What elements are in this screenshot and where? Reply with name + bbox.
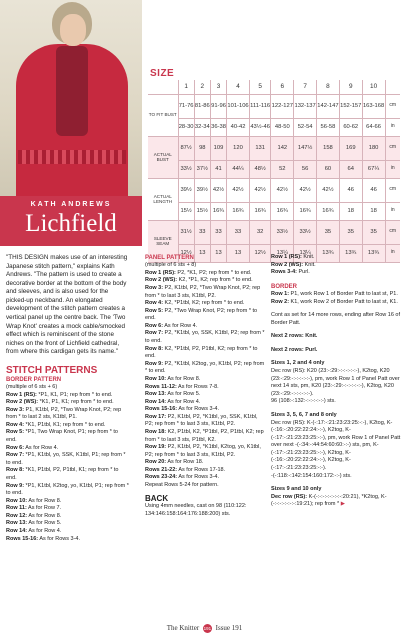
instruction-row: Row 14: As for Row 4.	[6, 528, 62, 534]
instruction-row: Row 19: P2, K1tbl, P2, *K1tbl, K2tog, yo, K1tbl, P2; rep from * to last 3 sts, K1tbl, P2.	[145, 444, 261, 458]
stitch-patterns-heading: STITCH PATTERNS	[6, 364, 98, 376]
instruction-row: Row 8: *K1, P1tbl, P2, P1tbl, K1; rep from * to end.	[6, 467, 119, 481]
instruction-row: Row 2 (WS): Knit.	[271, 261, 316, 268]
size-cell: 13¾	[362, 244, 385, 262]
size-cell: 33	[227, 220, 250, 244]
sizes-9-10-heading: Sizes 9 and 10 only	[271, 486, 322, 493]
back-heading: BACK	[145, 493, 169, 503]
model-face	[60, 14, 86, 46]
instruction-row: Row 1 (RS): *P1, K1, P1; rep from * to end.	[6, 391, 113, 398]
dec-row-2: Dec row (RS): K-(-:17:-:21:23:23:25:-:-), K2tog, K-(-:16:-:20:22:22:24:-:-), K2tog, K-(-:17:-:21:23:23:25:-:-), pm, work Row 1 of Panel Patt over next -(-:34:-:44:54:60:60:-:-) sts, pm, K-(-:17:-:21:23:23:25:-:-), K2tog, K-(-:16:-:20:22:22:24:-:-), K2tog, K-(-:17:-:21:23:23:25:-:-).	[271, 419, 401, 471]
size-row-label: ACTUAL BUST	[148, 136, 178, 178]
panel-pattern-heading: PANEL PATTERN	[145, 255, 194, 261]
size-cell: 169	[339, 136, 362, 160]
size-cell: 142	[271, 136, 294, 160]
size-cell: 12½	[249, 244, 270, 262]
size-cell: 101-106	[227, 94, 250, 118]
size-cell: 15½	[178, 202, 194, 220]
instruction-row: Row 2 (WS): *K1, P1, K1; rep from * to end.	[6, 399, 114, 406]
size-cell: 56	[294, 160, 317, 178]
size-header: 1	[178, 80, 194, 94]
size-cell: 42½	[249, 178, 270, 202]
border-multiple: (multiple of 6 sts + 6)	[6, 384, 58, 391]
instruction-row: Rows 15-16: As for Rows 3-4.	[145, 406, 219, 413]
size-cell: 15½	[194, 202, 210, 220]
column-2	[145, 254, 265, 518]
size-unit: in	[385, 244, 400, 262]
instruction-row: Row 5: P2, *Two Wrap Knot, P2; rep from * to end.	[145, 307, 258, 322]
sizes-1-2-4-heading: Sizes 1, 2 and 4 only	[271, 360, 325, 367]
sizes-3-5-heading: Sizes 3, 5, 6, 7 and 8 only	[271, 411, 337, 418]
size-cell: 41	[210, 160, 226, 178]
size-cell: 35	[339, 220, 362, 244]
size-cell: 16¾	[210, 202, 226, 220]
size-header: 2	[194, 80, 210, 94]
size-cell: 180	[362, 136, 385, 160]
dec-row-2-total: -(-:118:-:142:154:160:172:-:-) sts.	[271, 472, 352, 479]
instruction-row: Row 6: As for Row 4.	[145, 322, 198, 329]
size-header: 4	[227, 80, 250, 94]
size-header: 6	[271, 80, 294, 94]
size-cell: 16¾	[294, 202, 317, 220]
size-cell: 42½	[317, 178, 340, 202]
instruction-row: Row 12: As for Row 8.	[6, 512, 62, 519]
border-pattern-rows	[6, 392, 130, 544]
size-cell: 52-54	[294, 118, 317, 136]
size-cell: 71-76	[178, 94, 194, 118]
instruction-row: Row 4: *K1, P1tbl, K1; rep from * to end.	[6, 421, 106, 428]
size-row-label: SLEEVE SEAM	[148, 220, 178, 262]
size-unit: cm	[385, 220, 400, 244]
column-3	[271, 254, 403, 509]
panel-multiple: (multiple of 6 sts + 8)	[145, 262, 197, 269]
instruction-row: Row 13: As for Row 5.	[145, 391, 201, 398]
instruction-row: Row 4: K2, *P1tbl, K2; rep from * to end.	[145, 300, 245, 307]
size-header: 9	[339, 80, 362, 94]
smocked-border	[18, 150, 126, 164]
instruction-row: Row 18: K2, P1tbl, K2, *P1tbl, P2, P1tbl, K2; rep from * to last 3 sts, P1tbl, K2.	[145, 428, 264, 443]
size-cell: 35	[317, 220, 340, 244]
instruction-row: Row 5: *P1, Two Wrap Knot, P1; rep from * to end.	[6, 429, 118, 444]
size-cell: 13	[194, 244, 210, 262]
instruction-row: Rows 23-24: As for Rows 3-4.	[145, 474, 219, 481]
size-cell: 147½	[294, 136, 317, 160]
instruction-row: Row 2: K1, work Row 2 of Border Patt to last st, K1.	[271, 298, 398, 305]
size-cell: 33½	[178, 160, 194, 178]
border-rows	[271, 291, 403, 306]
dec-row-1: Dec row (RS): K20 (23:-:29:-:-:-:-:-:-), K2tog, K20 (23:-:29:-:-:-:-:-:-), pm, work Row 1 of Panel Patt over next 14 sts, pm, K20 (23:-:29:-:-:-:-:-:-), K2tog, K20 (23:-:29:-:-:-:-:-:-).	[271, 368, 400, 397]
size-cell: 64-66	[362, 118, 385, 136]
size-cell: 33	[210, 220, 226, 244]
size-cell: 16¾	[271, 202, 294, 220]
size-cell: 18	[362, 202, 385, 220]
size-header: 5	[249, 80, 270, 94]
size-cell: 12½	[178, 244, 194, 262]
size-cell: 36-38	[210, 118, 226, 136]
size-cell: 91-96	[210, 94, 226, 118]
instruction-row: Row 6: As for Row 4.	[6, 444, 59, 451]
size-cell: 13¼	[271, 244, 294, 262]
size-cell: 32	[249, 220, 270, 244]
instruction-row: Row 11: As for Row 7.	[6, 505, 62, 512]
instruction-row: Rows 15-16: As for Rows 3-4.	[6, 535, 80, 542]
size-cell: 122-127	[271, 94, 294, 118]
size-cell: 16¾	[227, 202, 250, 220]
size-cell: 60	[317, 160, 340, 178]
instruction-row: Row 1: P1, work Row 1 of Border Patt to last st, P1.	[271, 291, 398, 297]
size-cell: 56-58	[317, 118, 340, 136]
size-cell: 132-137	[294, 94, 317, 118]
size-header: 7	[294, 80, 317, 94]
size-cell: 43½-46	[249, 118, 270, 136]
size-table	[148, 80, 400, 263]
next-knit: Next 2 rows: Knit.	[271, 333, 318, 340]
size-cell: 152-157	[339, 94, 362, 118]
back-text: Using 4mm needles, cast on 98 (110:122: 134:146:158:164:176:188:200) sts.	[145, 503, 247, 517]
size-cell: 60-62	[339, 118, 362, 136]
size-cell: 18	[339, 202, 362, 220]
instruction-row: Rows 21-22: As for Rows 17-18.	[145, 466, 226, 473]
page-footer	[0, 624, 409, 633]
size-cell: 13¾	[317, 244, 340, 262]
size-label: SIZE	[150, 68, 175, 79]
size-header: 10	[362, 80, 385, 94]
cont-text: Cont as set for 14 more rows, ending after Row 16 of Border Patt.	[271, 312, 401, 326]
size-cell: 39½	[194, 178, 210, 202]
instruction-row: Repeat Rows 5-24 for pattern.	[145, 482, 219, 489]
page-number-badge: 191	[203, 626, 212, 631]
instruction-row: Row 3: P1, K1tbl, P2, *Two Wrap Knot, P2; rep from * to last 2 sts, K1tbl, P1.	[6, 406, 122, 421]
title-box	[0, 196, 142, 246]
size-cell: 16¾	[317, 202, 340, 220]
size-cell: 39½	[178, 178, 194, 202]
size-unit: in	[385, 118, 400, 136]
border-pattern-heading: BORDER PATTERN	[6, 376, 62, 383]
instruction-row: Rows 11-12: As for Rows 7-8.	[145, 383, 219, 390]
size-cell: 32-34	[194, 118, 210, 136]
size-cell: 98	[194, 136, 210, 160]
instruction-row: Rows 3-4: Purl.	[271, 269, 310, 276]
pattern-title: Lichfield	[25, 210, 117, 237]
instruction-row: Row 1 (RS): Knit.	[271, 254, 315, 260]
size-cell: 46	[339, 178, 362, 202]
size-cell: 142-147	[317, 94, 340, 118]
size-row-label: TO FIT BUST	[148, 94, 178, 136]
size-cell: 158	[317, 136, 340, 160]
size-row-label: ACTUAL LENGTH	[148, 178, 178, 220]
dec-row-3: Dec row (RS): K-(-:-:-:-:-:-:-:-:20:21), *K2tog, K-(-:-:-:-:-:-:-:19:21); rep from * ▶	[271, 493, 387, 508]
size-cell: 52	[271, 160, 294, 178]
size-cell: 28-30	[178, 118, 194, 136]
author-name: KATH ANDREWS	[30, 201, 112, 208]
size-cell: 64	[339, 160, 362, 178]
size-header: 3	[210, 80, 226, 94]
size-cell: 31½	[178, 220, 194, 244]
size-cell: 48-50	[271, 118, 294, 136]
cardigan-inner	[56, 46, 88, 136]
size-cell: 48½	[249, 160, 270, 178]
size-unit: in	[385, 202, 400, 220]
size-cell: 40-42	[227, 118, 250, 136]
size-cell: 33½	[271, 220, 294, 244]
size-cell: 13¾	[339, 244, 362, 262]
instruction-row: Row 10: As for Row 8.	[145, 375, 201, 382]
instruction-row: Row 20: As for Row 18.	[145, 459, 204, 466]
intro-text: "THIS DESIGN makes use of an interesting Japanese stitch pattern," explains Kath Andrews. "The pattern is used to create a decorative border at the bottom of the body and sleeves, and is also used for the picked-up neckband. An elongated development of the stitch pattern creates a vertical panel up the centre back. The 'Two Wrap Knot' creates a mock cable/smocked effect which is reminiscent of the stone niches on the front of Lichfield cathedral, from where this cardigan gets its name."	[6, 254, 128, 356]
size-header: 8	[317, 80, 340, 94]
size-cell: 33½	[294, 220, 317, 244]
next-purl: Next 2 rows: Purl.	[271, 346, 318, 353]
size-unit: cm	[385, 136, 400, 160]
instruction-row: Row 14: As for Row 4.	[145, 398, 201, 405]
size-cell: 42½	[227, 178, 250, 202]
magazine-name: The Knitter	[166, 624, 200, 633]
size-cell: 37½	[194, 160, 210, 178]
size-unit: in	[385, 160, 400, 178]
instruction-row: Row 2 (WS): K2, *P1, K2; rep from * to end.	[145, 277, 253, 284]
size-cell: 13¼	[294, 244, 317, 262]
border-heading: BORDER	[271, 283, 298, 290]
size-cell: 131	[249, 136, 270, 160]
size-cell: 35	[362, 220, 385, 244]
size-cell: 109	[210, 136, 226, 160]
dec-row-1-total: 96 (108:-:132:-:-:-:-:-:-) sts.	[271, 398, 336, 405]
instruction-row: Row 1 (RS): P2, *K1, P2; rep from * to end.	[145, 269, 252, 276]
size-cell: 81-86	[194, 94, 210, 118]
instruction-row: Row 7: *P1, K1tbl, yo, SSK, K1tbl, P1; rep from * to end.	[6, 452, 126, 466]
size-unit: cm	[385, 94, 400, 118]
column-1	[6, 254, 130, 543]
instruction-row: Row 7: P2, *K1tbl, yo, SSK, K1tbl, P2; rep from * to end.	[145, 330, 265, 345]
size-cell: 111-116	[249, 94, 270, 118]
size-cell: 46	[362, 178, 385, 202]
instruction-row: Row 13: As for Row 5.	[6, 520, 62, 527]
size-cell: 42½	[294, 178, 317, 202]
instruction-row: Row 3: P2, K1tbl, P2, *Two Wrap Knot, P2; rep from * to last 3 sts, K1tbl, P2.	[145, 285, 261, 299]
instruction-row: Row 9: P2, *K1tbl, K2tog, yo, K1tbl, P2; rep from * to end.	[145, 360, 265, 375]
panel-pattern-rows	[145, 270, 265, 490]
size-cell: 33	[194, 220, 210, 244]
issue-label: Issue 191	[215, 624, 243, 633]
size-cell: 13	[227, 244, 250, 262]
size-cell: 120	[227, 136, 250, 160]
size-cell: 42½	[271, 178, 294, 202]
instruction-row: Row 9: *P1, K1tbl, K2tog, yo, K1tbl, P1; rep from * to end.	[6, 482, 129, 497]
garter-rows	[271, 254, 403, 277]
size-cell: 67¼	[362, 160, 385, 178]
size-cell: 13	[210, 244, 226, 262]
size-cell: 42½	[210, 178, 226, 202]
size-cell: 163-168	[362, 94, 385, 118]
instruction-row: Row 17: P2, K1tbl, P2, *K1tbl, yo, SSK, K1tbl, P2; rep from * to last 3 sts, K1tbl, P2.	[145, 413, 258, 428]
size-cell: 87½	[178, 136, 194, 160]
cardigan-photo	[0, 0, 142, 196]
instruction-row: Row 8: K2, *P1tbl, P2, P1tbl, K2; rep from * to end.	[145, 345, 258, 360]
size-unit: cm	[385, 178, 400, 202]
instruction-row: Row 10: As for Row 8.	[6, 497, 62, 504]
size-cell: 44¼	[227, 160, 250, 178]
size-cell: 16¾	[249, 202, 270, 220]
